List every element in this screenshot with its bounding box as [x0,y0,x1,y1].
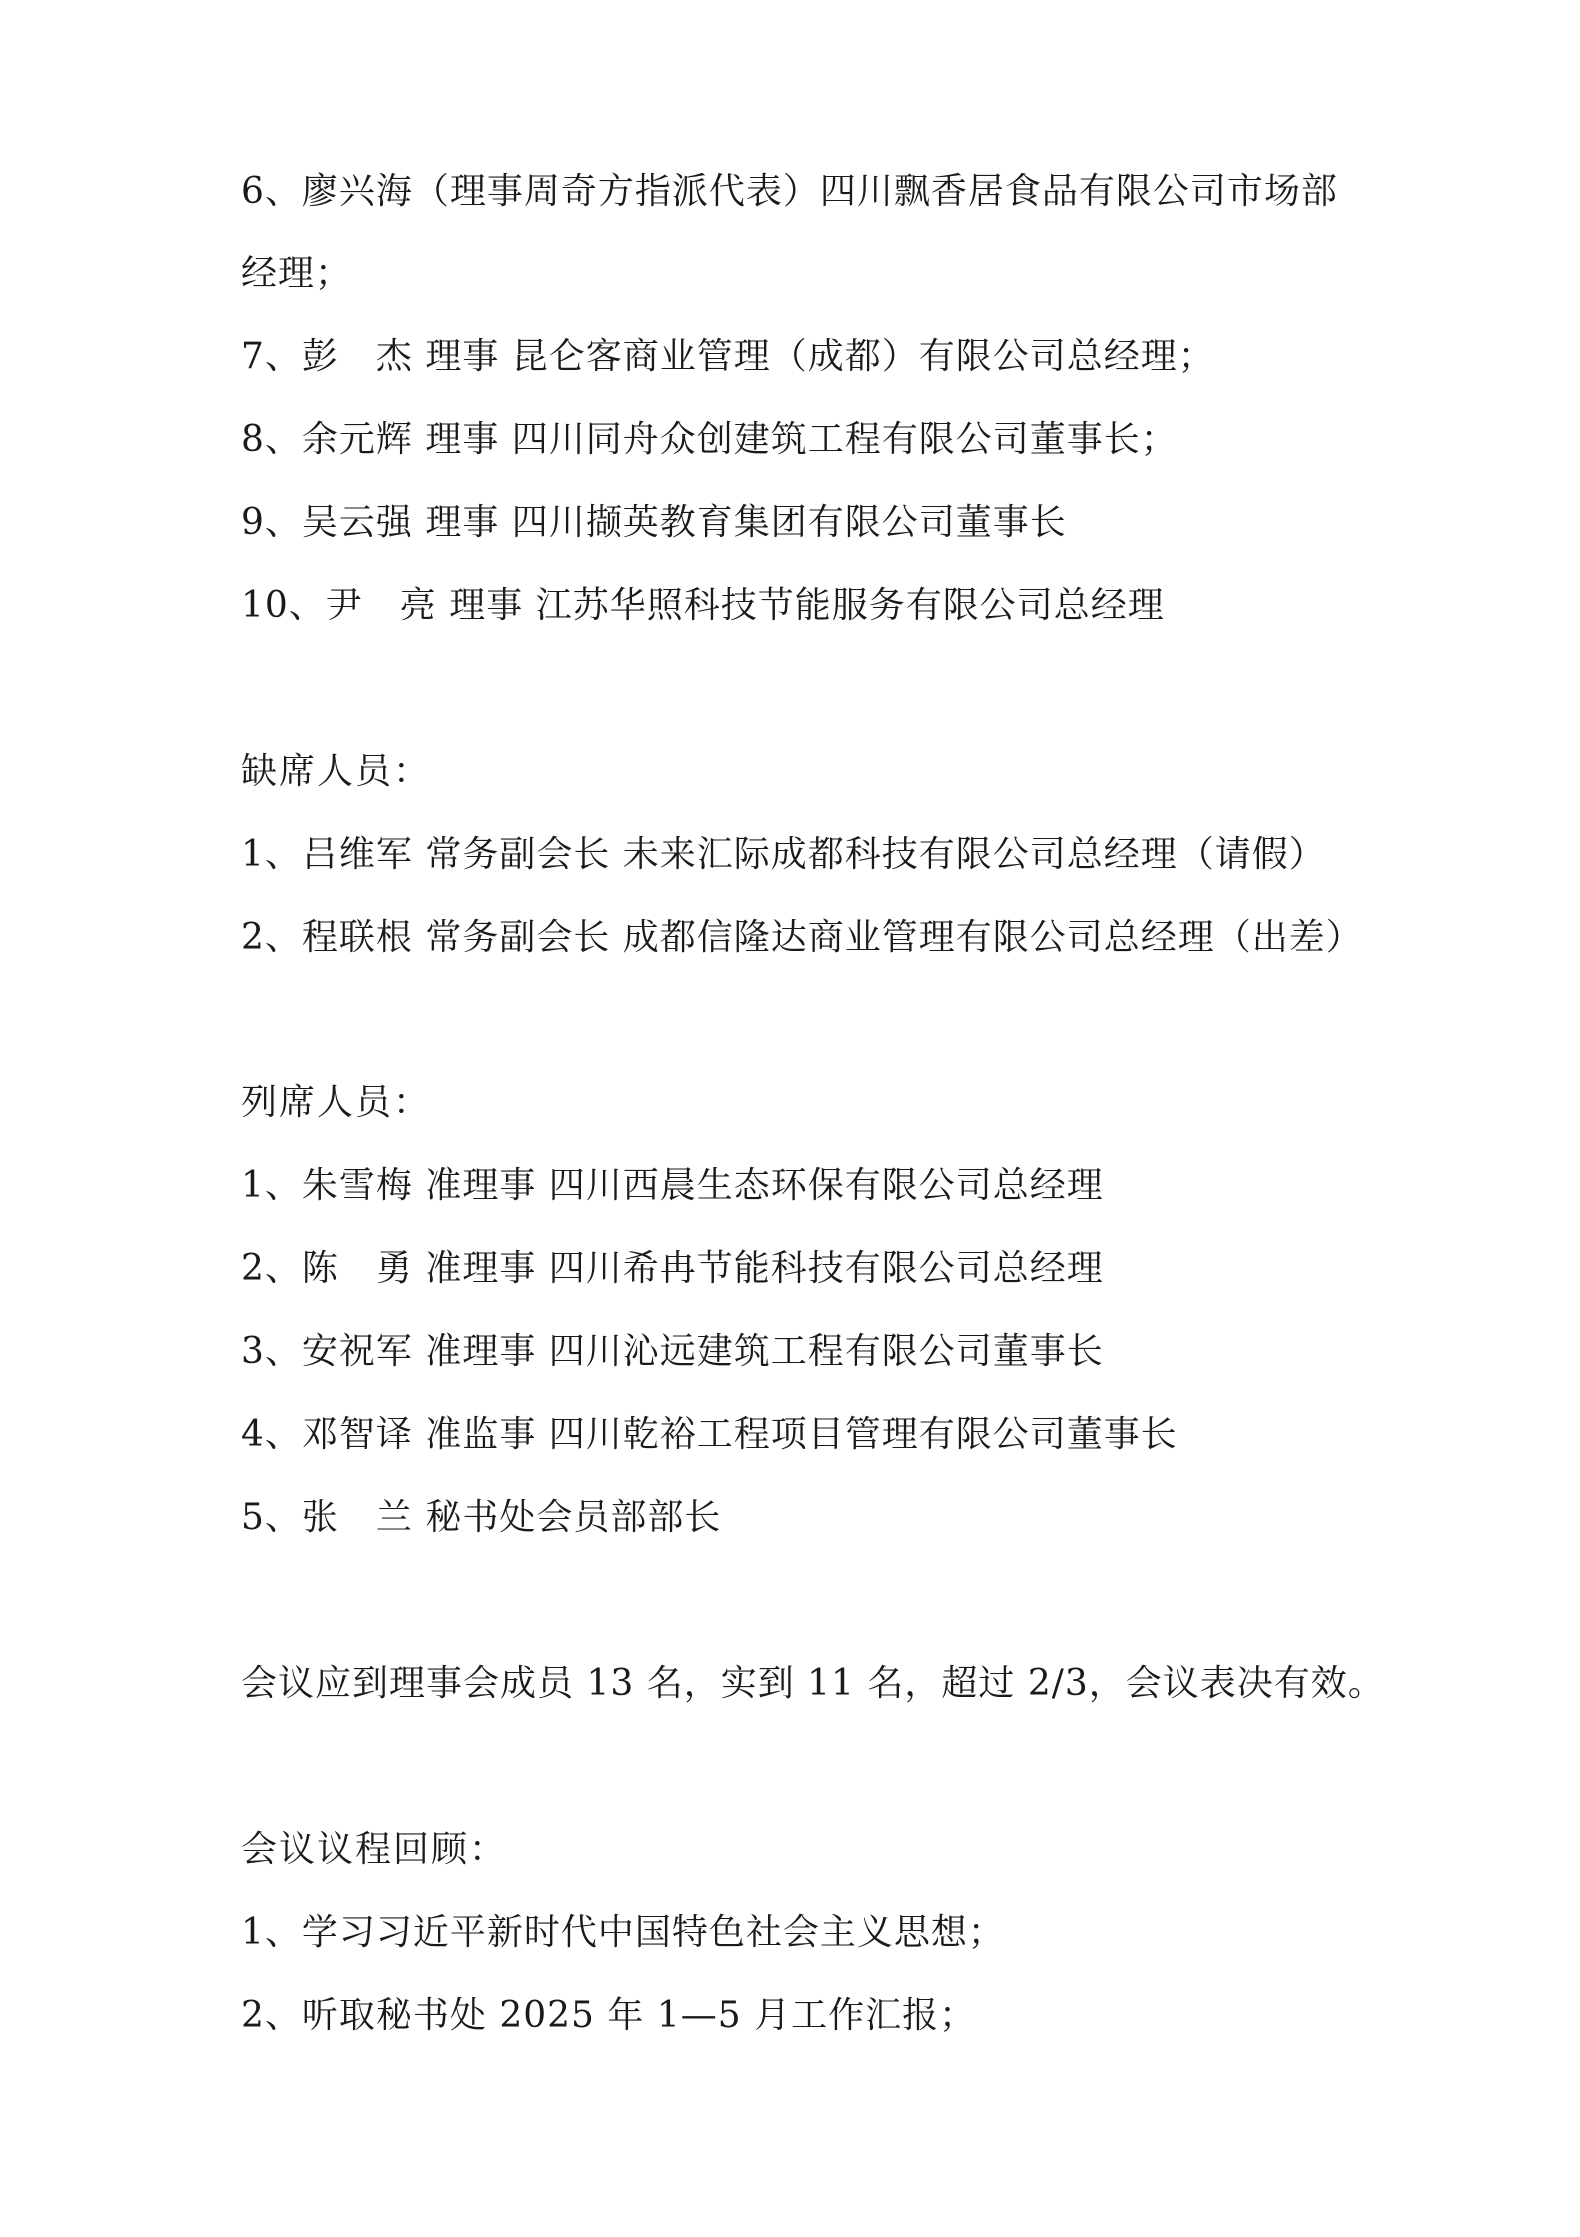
agenda-item: 2、听取秘书处 2025 年 1—5 月工作汇报； [241,1995,977,2036]
absent-item: 2、程联根 常务副会长 成都信隆达商业管理有限公司总经理（出差） [241,917,1363,958]
observer-item: 5、张 兰 秘书处会员部部长 [241,1497,722,1538]
attendee-line: 9、吴云强 理事 四川撷英教育集团有限公司董事长 [241,502,1067,543]
absent-heading: 缺席人员： [241,751,432,792]
observer-item: 2、陈 勇 准理事 四川希冉节能科技有限公司总经理 [241,1248,1104,1289]
observers-heading: 列席人员： [241,1082,432,1123]
agenda-item: 1、学习习近平新时代中国特色社会主义思想； [241,1912,1005,1953]
observer-item: 1、朱雪梅 准理事 四川西晨生态环保有限公司总经理 [241,1165,1104,1206]
quorum-statement: 会议应到理事会成员 13 名，实到 11 名，超过 2/3，会议表决有效。 [241,1663,1385,1704]
attendee-line: 7、彭 杰 理事 昆仑客商业管理（成都）有限公司总经理； [241,336,1215,377]
agenda-heading: 会议议程回顾： [241,1829,508,1870]
observer-item: 3、安祝军 准理事 四川沁远建筑工程有限公司董事长 [241,1331,1104,1372]
attendee-line: 经理； [241,253,353,294]
attendee-line: 10、尹 亮 理事 江苏华照科技节能服务有限公司总经理 [241,585,1165,626]
observer-item: 4、邓智译 准监事 四川乾裕工程项目管理有限公司董事长 [241,1414,1178,1455]
attendee-line: 8、余元辉 理事 四川同舟众创建筑工程有限公司董事长； [241,419,1178,460]
absent-item: 1、吕维军 常务副会长 未来汇际成都科技有限公司总经理（请假） [241,834,1326,875]
attendee-line: 6、廖兴海（理事周奇方指派代表）四川飘香居食品有限公司市场部 [241,171,1338,212]
